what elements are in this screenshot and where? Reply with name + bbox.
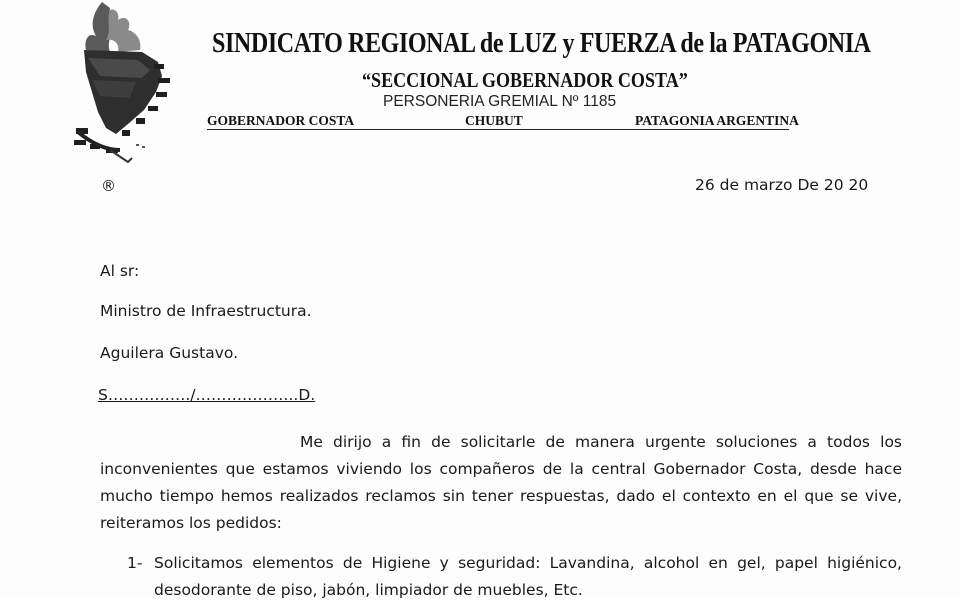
list-item-number: 1- xyxy=(127,554,143,572)
location-line xyxy=(207,113,799,130)
location-province: CHUBUT xyxy=(465,113,523,128)
list-item-text: Solicitamos elementos de Higiene y seguridad: Lavandina, alcohol en gel, papel higiénico, desodorante de piso, jabón, limpiador de muebles, Etc. xyxy=(154,554,902,599)
letter-date: 26 de marzo De 20 20 xyxy=(695,176,869,194)
recipient-title: Ministro de Infraestructura. xyxy=(100,302,312,320)
personeria-gremial: PERSONERIA GREMIAL Nº 1185 xyxy=(383,93,617,110)
recipient-name: Aguilera Gustavo. xyxy=(100,344,239,362)
section-subtitle: “SECCIONAL GOBERNADOR COSTA” xyxy=(362,68,688,92)
salutation: S……………./………………..D. xyxy=(98,386,316,404)
union-logo xyxy=(70,0,174,166)
greeting: Al sr: xyxy=(100,262,140,280)
location-region: PATAGONIA ARGENTINA xyxy=(635,113,799,128)
registered-mark: ® xyxy=(101,177,116,195)
body-paragraph-text: Me dirijo a fin de solicitarle de manera urgente soluciones a todos los inconvenientes que estamos viviendo los compañeros de la central Gobernador Costa, desde hace mucho tiempo hemos realizados reclamos sin tener respuestas, dado el contexto en el que se vive, reiteramos los pedidos: xyxy=(100,433,902,532)
union-title: SINDICATO REGIONAL de LUZ y FUERZA de la PATAGONIA xyxy=(212,28,871,59)
location-city: GOBERNADOR COSTA xyxy=(207,113,355,128)
body-paragraph xyxy=(100,429,902,537)
